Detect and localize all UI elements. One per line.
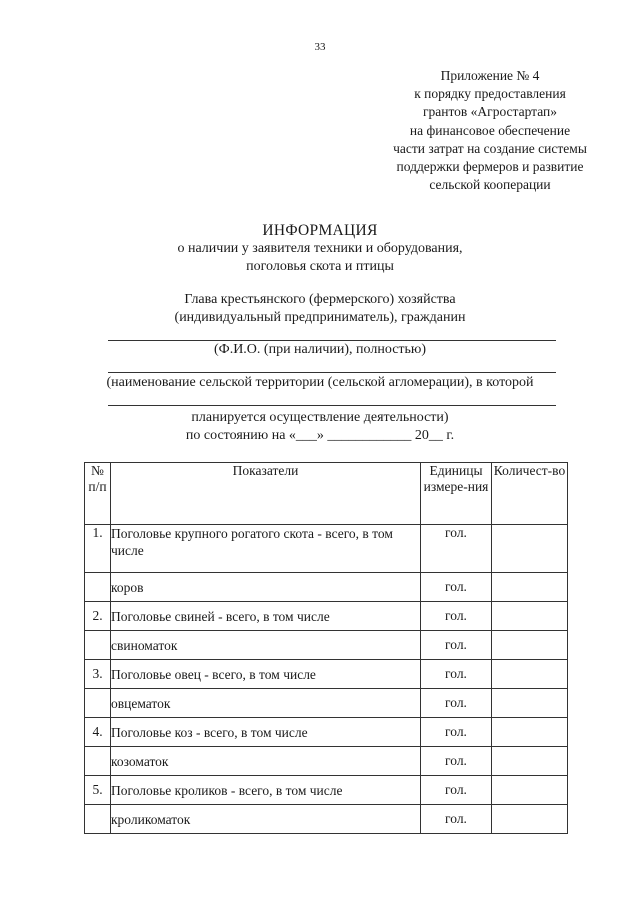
row-unit: гол. [421, 660, 492, 689]
appendix-line: Приложение № 4 [440, 68, 540, 83]
row-indicator: кроликоматок [111, 805, 421, 834]
row-unit: гол. [421, 805, 492, 834]
row-quantity-cell[interactable] [492, 525, 568, 573]
table-row [85, 573, 568, 602]
row-quantity-cell[interactable] [492, 660, 568, 689]
header-num: № п/п [85, 463, 111, 525]
row-quantity-cell[interactable] [492, 631, 568, 660]
fio-fill-line[interactable] [108, 340, 556, 341]
row-num [85, 631, 111, 660]
table-row [85, 689, 568, 718]
row-num: 4. [85, 718, 111, 747]
row-unit: гол. [421, 573, 492, 602]
row-num [85, 689, 111, 718]
row-unit: гол. [421, 602, 492, 631]
appendix-line: к порядку предоставления [414, 86, 566, 102]
fio-caption: (Ф.И.О. (при наличии), полностью) [213, 342, 427, 357]
table-row [85, 602, 568, 631]
row-indicator: козоматок [111, 747, 421, 776]
document-title: ИНФОРМАЦИЯ [262, 222, 378, 239]
page-number: 33 [314, 41, 326, 53]
head-of-farm-line-2: (индивидуальный предприниматель), гражданин [174, 310, 466, 325]
table-row [85, 631, 568, 660]
row-quantity-cell[interactable] [492, 573, 568, 602]
table-row [85, 718, 568, 747]
head-of-farm-line-1: Глава крестьянского (фермерского) хозяйства [184, 292, 456, 307]
row-num: 1. [85, 525, 111, 573]
row-indicator: свиноматок [111, 631, 421, 660]
row-unit: гол. [421, 689, 492, 718]
table-row [85, 525, 568, 573]
row-num: 5. [85, 776, 111, 805]
row-unit: гол. [421, 776, 492, 805]
row-unit: гол. [421, 718, 492, 747]
appendix-line: части затрат на создание системы [393, 140, 587, 156]
table-row [85, 776, 568, 805]
appendix-line: поддержки фермеров и развитие [396, 159, 584, 175]
row-num [85, 573, 111, 602]
territory-fill-line-1[interactable] [108, 372, 556, 373]
livestock-table [84, 462, 568, 834]
row-unit: гол. [421, 631, 492, 660]
appendix-line: грантов «Агростартап» [422, 104, 558, 120]
appendix-line: на финансовое обеспечение [409, 122, 571, 138]
row-indicator: Поголовье кроликов - всего, в том числе [111, 776, 421, 805]
row-indicator: овцематок [111, 689, 421, 718]
table-row [85, 660, 568, 689]
row-unit: гол. [421, 525, 492, 573]
row-num [85, 747, 111, 776]
row-indicator: Поголовье крупного рогатого скота - всего, в том числе [111, 525, 421, 573]
row-indicator: коров [111, 573, 421, 602]
document-subtitle-line-1: о наличии у заявителя техники и оборудования, [177, 241, 463, 256]
date-line: по состоянию на «___» ____________ 20__ г. [185, 428, 455, 443]
row-indicator: Поголовье коз - всего, в том числе [111, 718, 421, 747]
row-num [85, 805, 111, 834]
row-quantity-cell[interactable] [492, 776, 568, 805]
row-num: 2. [85, 602, 111, 631]
table-row [85, 747, 568, 776]
territory-caption-1: (наименование сельской территории (сельской агломерации), в которой [106, 375, 534, 390]
row-quantity-cell[interactable] [492, 747, 568, 776]
header-unit: Единицы измере-ния [421, 463, 492, 525]
document-subtitle-line-2: поголовья скота и птицы [246, 259, 394, 274]
territory-caption-2: планируется осуществление деятельности) [191, 410, 449, 425]
row-quantity-cell[interactable] [492, 602, 568, 631]
row-quantity-cell[interactable] [492, 689, 568, 718]
row-quantity-cell[interactable] [492, 805, 568, 834]
row-num: 3. [85, 660, 111, 689]
row-indicator: Поголовье овец - всего, в том числе [111, 660, 421, 689]
territory-fill-line-2[interactable] [108, 405, 556, 406]
row-unit: гол. [421, 747, 492, 776]
header-quantity: Количест-во [492, 463, 568, 525]
table-row [85, 805, 568, 834]
row-indicator: Поголовье свиней - всего, в том числе [111, 602, 421, 631]
row-quantity-cell[interactable] [492, 718, 568, 747]
appendix-block [355, 67, 625, 194]
table-header-row [85, 463, 568, 525]
appendix-line: сельской кооперации [429, 177, 551, 193]
header-indicator: Показатели [111, 463, 421, 525]
